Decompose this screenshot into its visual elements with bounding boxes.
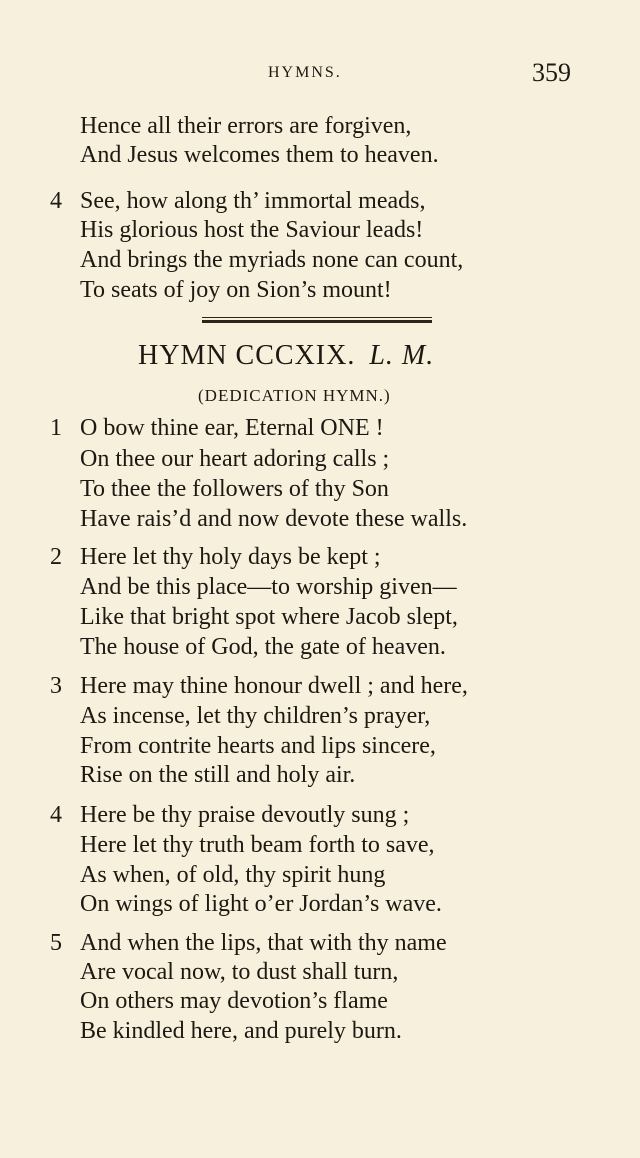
verse-line: On thee our heart adoring calls ;: [80, 446, 390, 472]
stanza-number: 3: [50, 673, 62, 699]
stanza-number: 4: [50, 188, 62, 214]
verse-line: Here let thy truth beam forth to save,: [80, 832, 435, 858]
verse-line: Be kindled here, and purely burn.: [80, 1018, 402, 1044]
verse-line: As when, of old, thy spirit hung: [80, 862, 386, 888]
verse-line: Have rais’d and now devote these walls.: [80, 506, 468, 532]
verse-line: And be this place—to worship given—: [80, 574, 457, 600]
verse-line: Like that bright spot where Jacob slept,: [80, 604, 458, 630]
verse-line: To thee the followers of thy Son: [80, 476, 389, 502]
hymn-subtitle: (DEDICATION HYMN.): [198, 386, 391, 405]
verse-line: O bow thine ear, Eternal ONE !: [80, 415, 384, 441]
running-head-title: HYMNS.: [268, 64, 342, 81]
hymn-number: HYMN CCCXIX.: [138, 340, 356, 371]
running-head: [0, 58, 640, 94]
verse-line: His glorious host the Saviour leads!: [80, 217, 424, 243]
verse-line: Rise on the still and holy air.: [80, 762, 356, 788]
verse-line: And brings the myriads none can count,: [80, 247, 464, 273]
verse-line: And Jesus welcomes them to heaven.: [80, 142, 439, 168]
verse-line: Here let thy holy days be kept ;: [80, 544, 381, 570]
verse-line: From contrite hearts and lips sincere,: [80, 733, 436, 759]
verse-line: And when the lips, that with thy name: [80, 930, 447, 956]
verse-line: As incense, let thy children’s prayer,: [80, 703, 431, 729]
verse-line: To seats of joy on Sion’s mount!: [80, 277, 392, 303]
stanza-number: 5: [50, 930, 62, 956]
verse-line: Are vocal now, to dust shall turn,: [80, 959, 399, 985]
verse-line: Hence all their errors are forgiven,: [80, 113, 412, 139]
hymn-meter: L. M.: [369, 340, 435, 371]
verse-line: Here may thine honour dwell ; and here,: [80, 673, 468, 699]
stanza-number: 2: [50, 544, 62, 570]
page-number: 359: [532, 58, 571, 87]
section-divider: [202, 317, 432, 323]
verse-line: On wings of light o’er Jordan’s wave.: [80, 891, 442, 917]
hymn-title: [138, 340, 434, 372]
verse-line: Here be thy praise devoutly sung ;: [80, 802, 410, 828]
stanza-number: 1: [50, 415, 62, 441]
stanza-number: 4: [50, 802, 62, 828]
verse-line: The house of God, the gate of heaven.: [80, 634, 446, 660]
verse-line: On others may devotion’s flame: [80, 988, 388, 1014]
verse-line: See, how along th’ immortal meads,: [80, 188, 426, 214]
